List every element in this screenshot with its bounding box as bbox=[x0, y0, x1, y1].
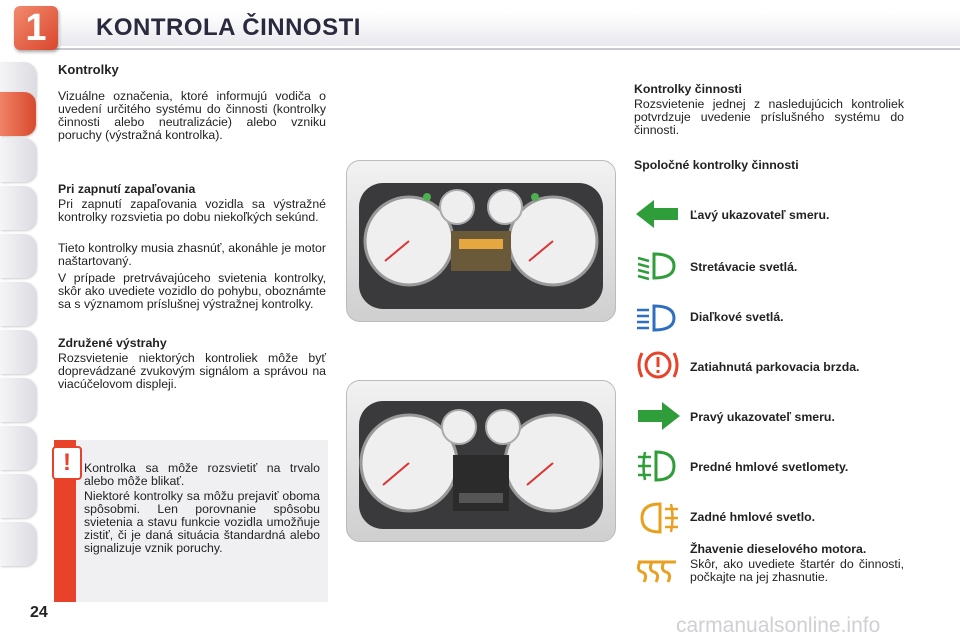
side-tab[interactable] bbox=[0, 474, 36, 518]
intro-text: Vizuálne označenia, ktoré informujú vodiča o uvedení určitého systému do činnosti (kontrolky činnosti alebo neutralizácie) alebo vzniku poruchy (výstražná kontrolka). bbox=[58, 89, 326, 142]
warnings-text: Rozsvietenie niektorých kontroliek môže byť doprevádzané zvukovým signálom a správou na viacúčelovom displeji. bbox=[58, 351, 326, 391]
watermark: carmanualsonline.info bbox=[676, 614, 881, 637]
left-turn-signal-icon bbox=[634, 198, 682, 230]
instrument-cluster-top-illustration bbox=[347, 161, 615, 321]
warnings-heading: Združené výstrahy bbox=[58, 336, 167, 350]
right-turn-signal-icon bbox=[634, 400, 682, 432]
dashboard-image-bottom bbox=[346, 380, 616, 542]
ignition-text-3: V prípade pretrvávajúceho svietenia kontrolky, skôr ako uvediete vozidlo do pohybu, oboznámte sa s významom príslušnej výstražnej kontrolky. bbox=[58, 271, 326, 311]
side-tab-active[interactable] bbox=[0, 92, 36, 136]
label-dipped-beam: Stretávacie svetlá. bbox=[690, 260, 798, 274]
side-tab[interactable] bbox=[0, 234, 36, 278]
warning-exclamation-icon: ! bbox=[52, 446, 82, 480]
dipped-beam-icon bbox=[634, 250, 682, 282]
side-tab[interactable] bbox=[0, 282, 36, 326]
note-text-1: Kontrolka sa môže rozsvietiť na trvalo alebo môže blikať. bbox=[84, 461, 320, 488]
page-title: KONTROLA ČINNOSTI bbox=[96, 14, 361, 41]
common-heading: Spoločné kontrolky činnosti bbox=[634, 158, 799, 172]
main-beam-icon bbox=[634, 302, 682, 334]
parking-brake-icon bbox=[634, 346, 682, 384]
front-fog-lamp-icon bbox=[634, 448, 682, 484]
side-tab[interactable] bbox=[0, 426, 36, 470]
side-tab[interactable] bbox=[0, 378, 36, 422]
side-tab[interactable] bbox=[0, 330, 36, 374]
label-left-turn-signal: Ľavý ukazovateľ smeru. bbox=[690, 208, 830, 222]
label-rear-fog: Zadné hmlové svetlo. bbox=[690, 510, 816, 524]
label-main-beam: Diaľkové svetlá. bbox=[690, 310, 784, 324]
instrument-cluster-bottom-illustration bbox=[347, 381, 615, 541]
label-glow-plug: Žhavenie dieselového motora. bbox=[690, 542, 867, 556]
label-parking-brake: Zatiahnutá parkovacia brzda. bbox=[690, 360, 860, 374]
note-text-2: Niektoré kontrolky sa môžu prejaviť oboma spôsobmi. Len porovnanie spôsobu svietenia a stavu funkcie vozidla umožňuje zistiť, či je daná situácia štandardná alebo signalizuje vznik poruchy. bbox=[84, 489, 320, 555]
ignition-text-2: Tieto kontrolky musia zhasnúť, akonáhle je motor naštartovaný. bbox=[58, 241, 326, 268]
header-divider bbox=[40, 48, 960, 50]
glow-plug-text: Skôr, ako uvediete štartér do činnosti, počkajte na jej zhasnutie. bbox=[690, 557, 904, 584]
page-number: 24 bbox=[30, 604, 48, 621]
label-right-turn-signal: Pravý ukazovateľ smeru. bbox=[690, 410, 835, 424]
section-heading-kontrolky: Kontrolky bbox=[58, 62, 119, 77]
right-intro-text: Rozsvietenie jednej z nasledujúcich kontroliek potvrdzuje uvedenie príslušného systému do činnosti. bbox=[634, 97, 904, 137]
chapter-number: 1 bbox=[25, 7, 47, 49]
rear-fog-lamp-icon bbox=[634, 500, 682, 536]
diesel-glow-plug-icon bbox=[634, 556, 682, 588]
ignition-text-1: Pri zapnutí zapaľovania vozidla sa výstražné kontrolky rozsvietia po dobu niekoľkých sekúnd. bbox=[58, 197, 326, 224]
ignition-heading: Pri zapnutí zapaľovania bbox=[58, 182, 196, 196]
right-heading: Kontrolky činnosti bbox=[634, 82, 742, 96]
side-tab[interactable] bbox=[0, 138, 36, 182]
side-tab[interactable] bbox=[0, 186, 36, 230]
label-front-fog: Predné hmlové svetlomety. bbox=[690, 460, 849, 474]
side-tab[interactable] bbox=[0, 522, 36, 566]
dashboard-image-top bbox=[346, 160, 616, 322]
